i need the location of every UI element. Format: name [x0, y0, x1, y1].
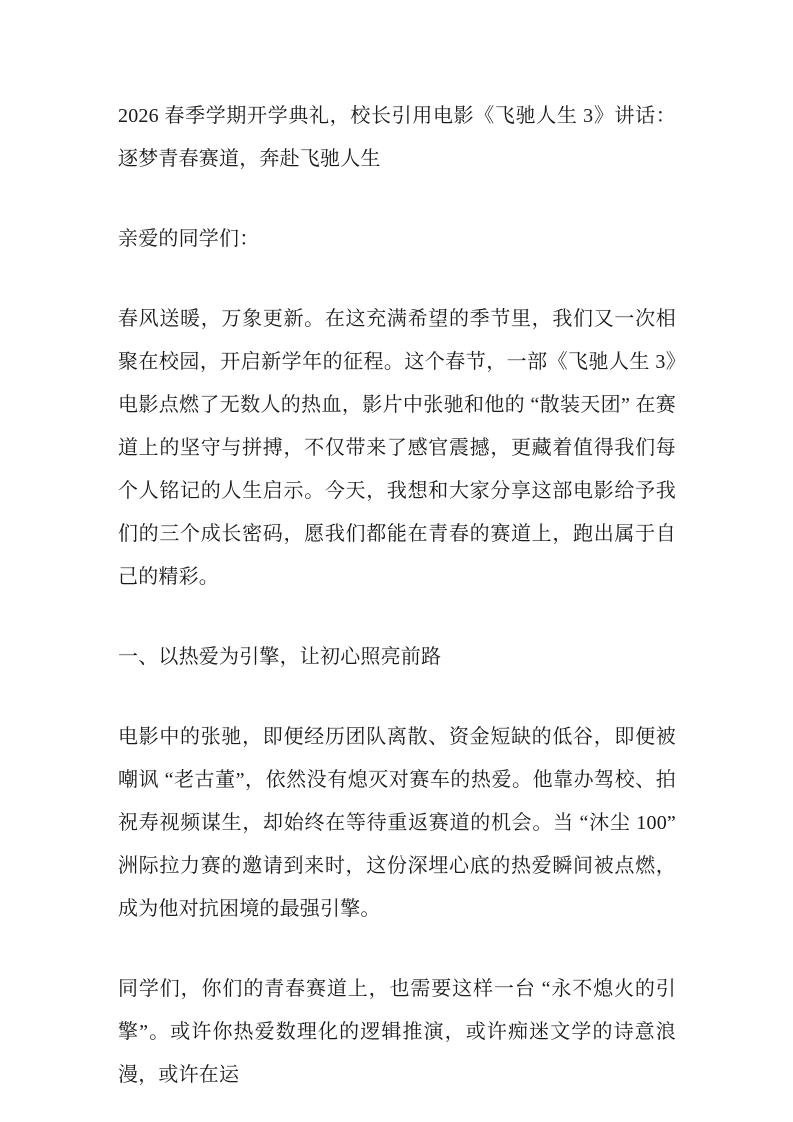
section-1-heading: 一、以热爱为引擎，让初心照亮前路	[118, 646, 442, 668]
section-1-paragraph-2: 同学们，你们的青春赛道上，也需要这样一台 “永不熄火的引擎”。或许你热爱数理化的逻辑推演，或许痴迷文学的诗意浪漫，或许在运	[118, 978, 676, 1086]
section-1-paragraph-1: 电影中的张驰，即便经历团队离散、资金短缺的低谷，即便被嘲讽 “老古董”，依然没有熄灭对赛车的热爱。他靠办驾校、拍祝寿视频谋生，却始终在等待重返赛道的机会。当 “沐尘 100” 洲际拉力赛的邀请到来时，这份深埋心底的热爱瞬间被点燃，成为他对抗困境的最强引擎。	[118, 726, 676, 920]
opening-paragraph: 春风送暖，万象更新。在这充满希望的季节里，我们又一次相聚在校园，开启新学年的征程。这个春节，一部《飞驰人生 3》电影点燃了无数人的热血，影片中张驰和他的 “散装天团” 在赛道上的坚守与拼搏，不仅带来了感官震撼，更藏着值得我们每个人铭记的人生启示。今天，我想和大家分享这部电影给予我们的三个成长密码，愿我们都能在青春的赛道上，跑出属于自己的精彩。	[118, 308, 676, 588]
document-title: 2026 春季学期开学典礼，校长引用电影《飞驰人生 3》讲话：逐梦青春赛道，奔赴飞驰人生	[118, 105, 676, 170]
salutation: 亲爱的同学们：	[118, 228, 260, 250]
